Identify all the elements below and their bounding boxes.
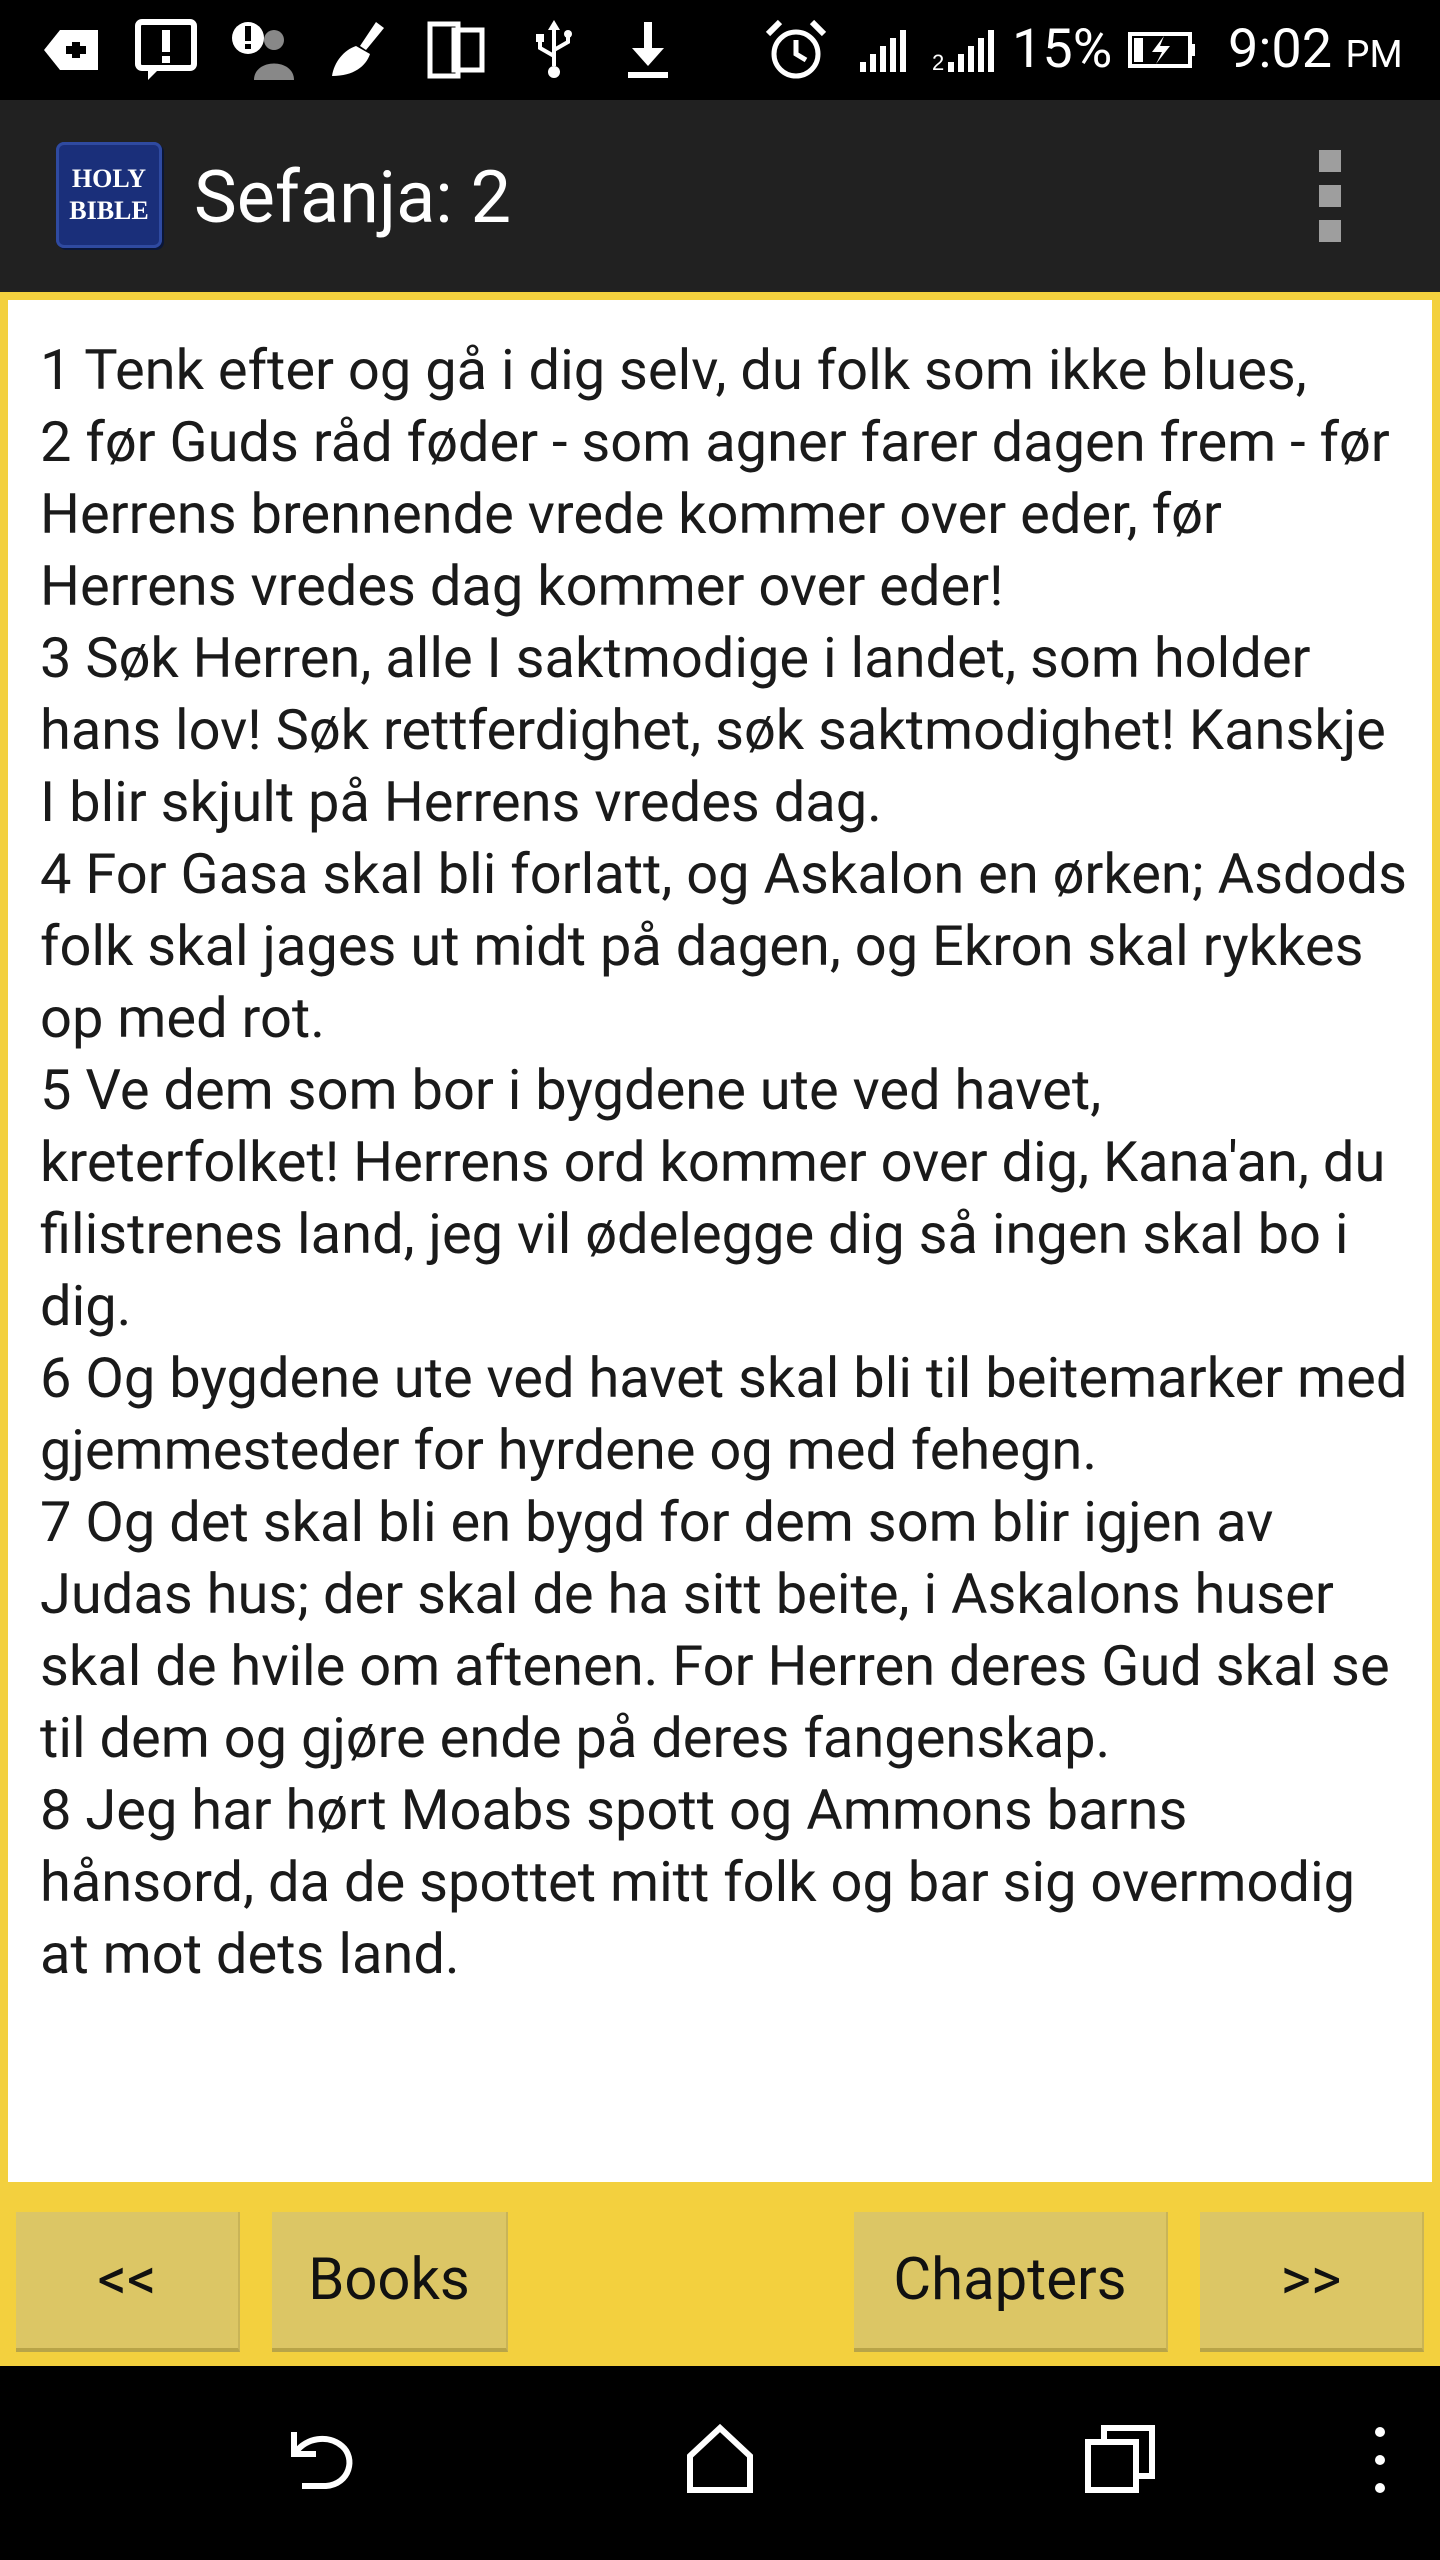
- books-button[interactable]: Books: [272, 2212, 508, 2352]
- verse: 1 Tenk efter og gå i dig selv, du folk som ikke blues,: [40, 337, 1307, 403]
- add-box-icon: [40, 18, 104, 82]
- back-icon[interactable]: [280, 2420, 360, 2500]
- app-logo[interactable]: [56, 142, 162, 248]
- recents-icon[interactable]: [1080, 2420, 1160, 2500]
- verse: 4 For Gasa skal bli forlatt, og Askalon en ørken; Asdods folk skal jages ut midt på dagen, og Ekron skal rykkes op med rot.: [40, 841, 1408, 1051]
- signal-icon-2: [932, 18, 1008, 82]
- logo-line-1: HOLY: [71, 164, 147, 193]
- chapter-navigation: [0, 2182, 1440, 2366]
- download-icon: [616, 18, 680, 82]
- clock-time: 9:02: [1228, 18, 1333, 81]
- verse: 6 Og bygdene ute ved havet skal bli til beitemarker med gjemmesteder for hyrdene og med fehegn.: [40, 1345, 1408, 1483]
- scripture-view[interactable]: [8, 300, 1432, 2182]
- more-vert-icon[interactable]: [1300, 150, 1360, 242]
- verse: 3 Søk Herren, alle I saktmodige i landet, som holder hans lov! Søk rettferdighet, søk saktmodighet! Kanskje I blir skjult på Herrens vredes dag.: [40, 625, 1386, 835]
- broom-icon: [326, 18, 390, 82]
- verse: 7 Og det skal bli en bygd for dem som blir igjen av Judas hus; der skal de ha sitt beite, i Askalons huser skal de hvile om aftenen. For Herren deres Gud skal se til dem og gjøre ende på deres fangenskap.: [40, 1489, 1390, 1771]
- verse: 8 Jeg har hørt Moabs spott og Ammons barns hånsord, da de spottet mitt folk og bar sig overmodig at mot dets land.: [40, 1777, 1356, 1987]
- alarm-icon: [764, 18, 828, 82]
- next-chapter-button[interactable]: >>: [1200, 2212, 1424, 2352]
- previous-chapter-button[interactable]: <<: [16, 2212, 240, 2352]
- logo-line-2: BIBLE: [69, 196, 149, 225]
- page-title: Sefanja: 2: [194, 155, 512, 240]
- split-screen-icon: [424, 18, 488, 82]
- system-navigation-bar: [0, 2366, 1440, 2560]
- battery-percent: 15%: [1012, 18, 1113, 81]
- signal-icon: [856, 18, 926, 82]
- chapters-button[interactable]: Chapters: [854, 2212, 1168, 2352]
- clock-ampm: PM: [1345, 33, 1403, 77]
- usb-icon: [522, 18, 586, 82]
- verse: 2 før Guds råd føder - som agner farer dagen frem - før Herrens brennende vrede kommer over eder, før Herrens vredes dag kommer over eder!: [40, 409, 1390, 619]
- svg-text:2: 2: [932, 50, 945, 75]
- verse: 5 Ve dem som bor i bygdene ute ved havet, kreterfolket! Herrens ord kommer over dig, Kana'an, du filistrenes land, jeg vil ødelegge dig så ingen skal bo i dig.: [40, 1057, 1386, 1339]
- home-icon[interactable]: [680, 2420, 760, 2500]
- app-bar: [0, 100, 1440, 292]
- alert-message-icon: [134, 18, 198, 82]
- alert-person-icon: [230, 18, 294, 82]
- status-bar: [0, 0, 1440, 100]
- system-more-vert-icon[interactable]: [1360, 2420, 1400, 2500]
- clock: [1228, 18, 1403, 87]
- battery-charging-icon: [1126, 18, 1198, 82]
- verse-list: [40, 334, 1410, 1990]
